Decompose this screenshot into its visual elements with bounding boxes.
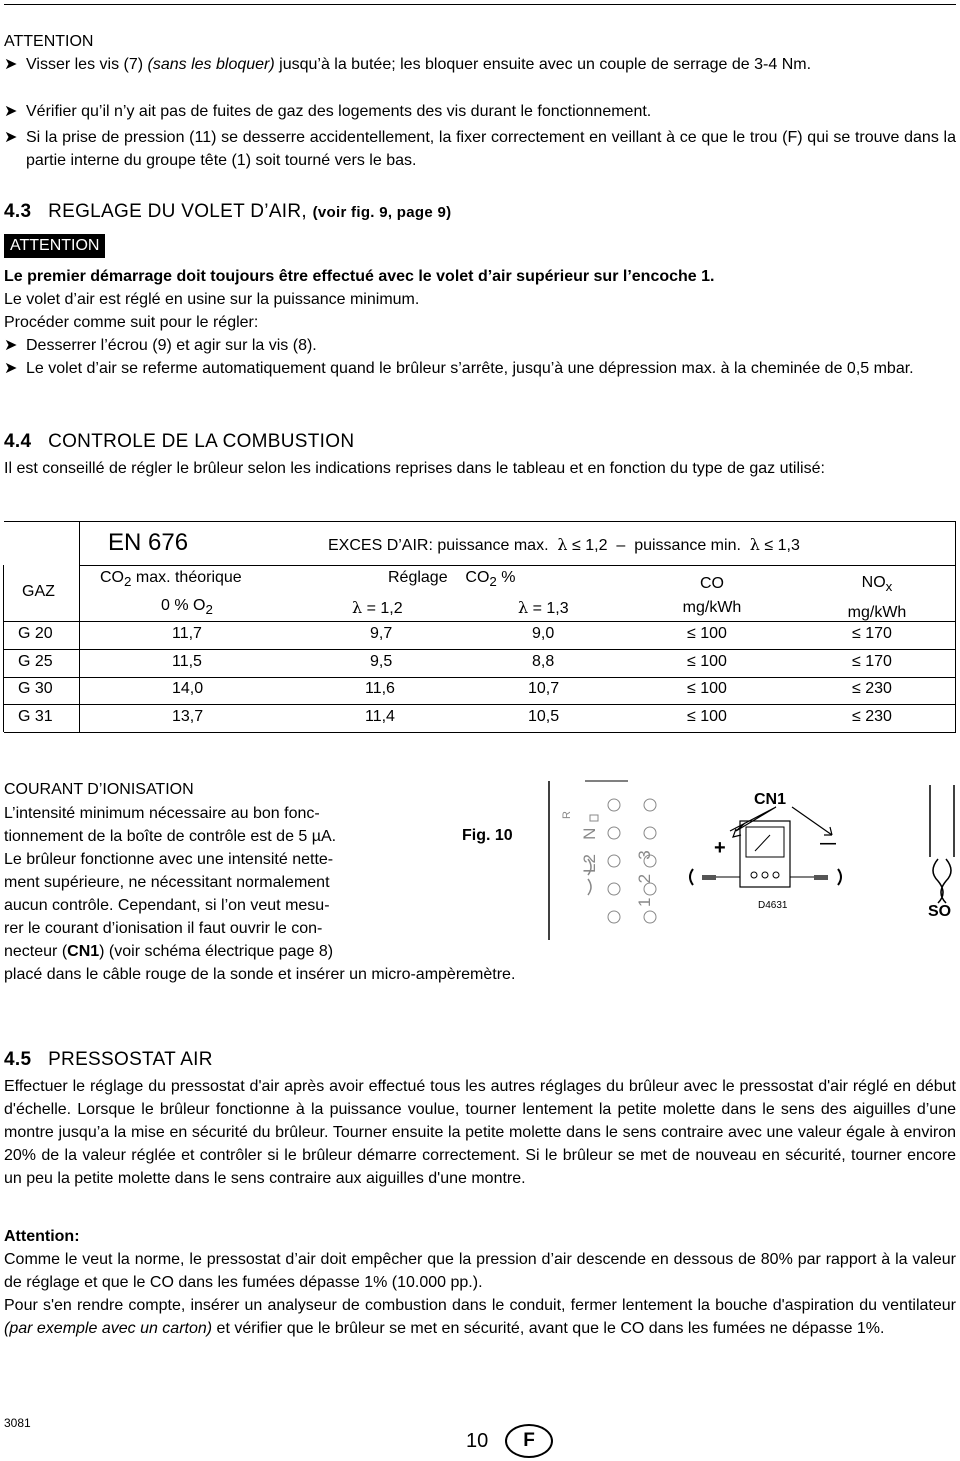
col-header-lambda-12: λ = 1,2 xyxy=(352,598,403,617)
norm-label: EN 676 xyxy=(108,529,189,556)
col-header-co: CO mg/kWh xyxy=(682,575,742,616)
col-header-nox: $NO_x$ mg/kWh xyxy=(847,574,907,622)
section-43-bold-line: Le premier démarrage doit toujours être effectué avec le volet d’air supérieur sur l’encoche 1. xyxy=(4,268,715,285)
section-45-paragraph: Effectuer le réglage du pressostat d'air après avoir effectué tous les autres réglages du brûleur avec le pressostat d'air réglé en début d'échelle. Lorsque le brûleur fonctionne à la puissance voulue, tourner lentement la petite molette dans le sens des aiguilles d’une montre jusqu’a la mise en sécurité du brûleur. Tourner ensuite la petite molette dans le sens contraire avec une valeur égale à environ 20% de la valeur réglée et contrôler si le brûleur démarre correctement. Si le brûleur se met de nouveau en sécurité, tourner encore un peu la petite molette dans le sens contraire aux aiguilles d'une montre. xyxy=(4,1078,956,1187)
minus-sign: — xyxy=(820,835,836,852)
document-number: 3081 xyxy=(4,1416,31,1430)
col-header-lambda-13: λ = 1,3 xyxy=(518,598,569,617)
attention-item-2: ➤ Vérifier qu’il n’y ait pas de fuites de gaz des logements des vis durant le fonctionnement. xyxy=(4,100,956,123)
ionisation-text: L’intensité minimum nécessaire au bon fonc- tionnement de la boîte de contrôle est de 5 µA. Le brûleur fonctionne avec une intensité nette- ment supérieure, ne nécessitant normalement aucun contrôle. Cependant, si l’on veut mesu- rer le courant d’ionisation il faut ouvrir le con- necteur (CN1) (voir schéma électrique page 8) xyxy=(4,805,337,960)
terminal-labels-123: 1 2 3 xyxy=(635,850,654,907)
combustion-table: EN 676 EXCES D’AIR: puissance max. λ ≤ 1,2 – puissance min. λ ≤ 1,3 GAZ $CO_2$ max. théorique 0 % $O_2$ Réglage $CO_2$ % λ = 1,2 λ = 1,3 CO mg/kWh $NO_x$ mg/kWh G 20 11,7 9,7 9,0 ≤ 100 ≤ 170 G 25 11,5 9,5 8,8 ≤ 100 ≤ 170 G 30 14,0 11,6 10,7 ≤ 100 ≤ 230 G 31 13,7 11,4 10,5 ≤ 100 ≤ 230 xyxy=(4,521,956,733)
arrow-bullet-icon: ➤ xyxy=(4,56,18,73)
arrow-bullet-icon: ➤ xyxy=(4,129,18,146)
col-header-co2: $CO_2$ max. théorique xyxy=(100,569,242,590)
arrow-bullet-icon: ➤ xyxy=(4,360,18,377)
attention-item-1: ➤ Visser les vis (7) (sans les bloquer) jusqu’à la butée; les bloquer ensuite avec un couple de serrage de 3-4 Nm. xyxy=(4,53,956,76)
arrow-bullet-icon: ➤ xyxy=(4,337,18,354)
section-45-p3: Pour s'en rendre compte, insérer un analyseur de combustion dans le conduit, fermer lentement la bouche d'aspiration du ventilateur (par exemple avec un carton) et vérifier que le brûleur se met en sécurité, avant que le CO dans les fumées ne dépasse 1%. xyxy=(4,1297,956,1337)
attention-label-2: Attention: xyxy=(4,1228,80,1245)
connector-cn1-label: CN1 xyxy=(754,791,787,808)
figure-label: Fig. 10 xyxy=(462,827,513,844)
section-43-step-2: ➤ Le volet d’air se referme automatiquement quand le brûleur s’arrête, jusqu’à une dépression max. à la cheminée de 0,5 mbar. xyxy=(4,357,956,380)
section-45-p2: Comme le veut la norme, le pressostat d’air doit empêcher que la pression d’air descende en dessous de 80% par rapport à la valeur de réglage et que le CO dans les fumées dépasse 1% (10.000 pp.). xyxy=(4,1251,956,1291)
section-43-line-3: Procéder comme suit pour le régler: xyxy=(4,314,259,331)
col-header-reglage: Réglage $CO_2$ % xyxy=(388,569,516,590)
probe-so-label: SO xyxy=(928,903,952,920)
col-header-gaz: GAZ xyxy=(22,583,55,600)
section-heading-4-5: 4.5 PRESSOSTAT AIR xyxy=(4,1049,213,1070)
terminal-r: R xyxy=(560,811,573,819)
terminal-labels-ln: L2 N xyxy=(580,827,599,873)
section-heading-4-4: 4.4 CONTROLE DE LA COMBUSTION xyxy=(4,431,355,452)
page-number: 10 xyxy=(466,1430,489,1452)
ionisation-title: COURANT D’IONISATION xyxy=(4,781,194,798)
section-heading-4-3: 4.3 REGLAGE DU VOLET D’AIR, (voir fig. 9, page 9) xyxy=(4,201,452,222)
plus-sign: + xyxy=(714,837,726,859)
ionisation-figure xyxy=(440,775,960,945)
section-43-step-1: ➤ Desserrer l’écrou (9) et agir sur la vis (8). xyxy=(4,334,956,357)
section-44-intro: Il est conseillé de régler le brûleur selon les indications reprises dans le tableau et en fonction du type de gaz utilisé: xyxy=(4,460,825,477)
arrow-bullet-icon: ➤ xyxy=(4,103,18,120)
attention-item-3: ➤ Si la prise de pression (11) se desserre accidentellement, la fixer correctement en veillant à ce que le trou (F) qui se trouve dans la partie interne du groupe tête (1) soit tourné vers le bas. xyxy=(4,126,956,172)
attention-heading: ATTENTION xyxy=(4,33,94,50)
section-43-line-2: Le volet d’air est réglé en usine sur la puissance minimum. xyxy=(4,291,420,308)
meter-id: D4631 xyxy=(758,900,788,911)
excess-air-row: EXCES D’AIR: puissance max. λ ≤ 1,2 – puissance min. λ ≤ 1,3 xyxy=(328,535,800,554)
wiring-diagram xyxy=(440,775,960,945)
attention-badge: ATTENTION xyxy=(4,234,105,258)
ionisation-last-line: placé dans le câble rouge de la sonde et insérer un micro-ampèremètre. xyxy=(4,966,516,983)
col-header-o2: 0 % $O_2$ xyxy=(161,597,213,618)
top-rule xyxy=(4,4,956,5)
language-badge: F xyxy=(505,1424,553,1458)
